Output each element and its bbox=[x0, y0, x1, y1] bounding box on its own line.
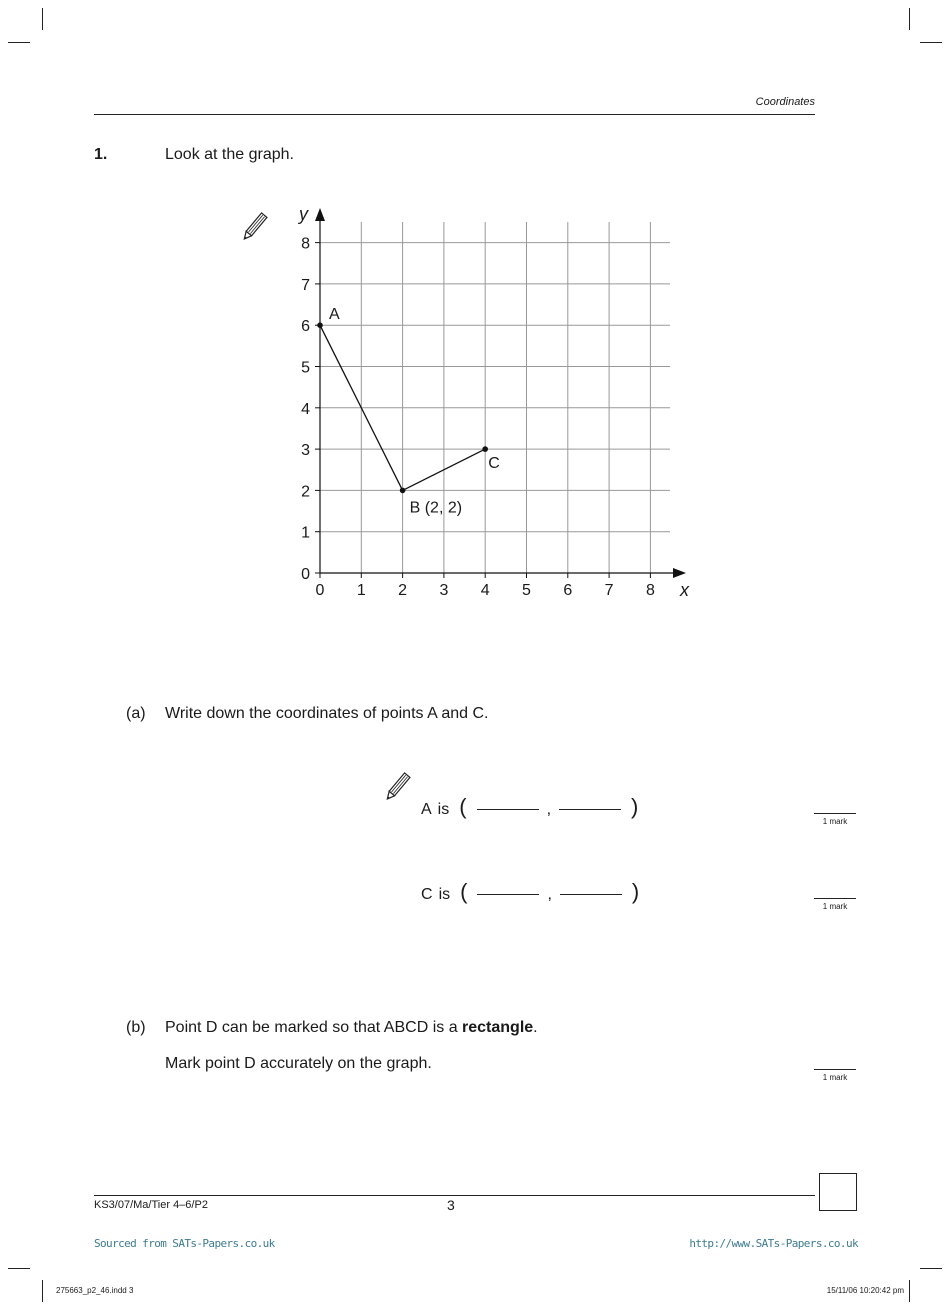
answer-point-label: C bbox=[421, 886, 433, 903]
answer-blank-x[interactable] bbox=[477, 893, 539, 895]
x-axis-label: x bbox=[680, 580, 689, 600]
x-tick-label: 3 bbox=[439, 582, 449, 599]
y-tick-label: 5 bbox=[301, 359, 310, 377]
point-label-c: C bbox=[488, 455, 500, 473]
source-credit: Sourced from SATs-Papers.co.uk bbox=[94, 1237, 275, 1250]
y-tick-label: 3 bbox=[301, 442, 310, 460]
crop-mark bbox=[8, 1268, 30, 1269]
open-paren: ( bbox=[459, 794, 467, 819]
x-tick-label: 5 bbox=[522, 582, 531, 599]
answer-blank-y[interactable] bbox=[560, 893, 622, 895]
answer-line-c bbox=[421, 879, 643, 905]
answer-point-label: A bbox=[421, 801, 432, 818]
y-axis-label: y bbox=[299, 204, 308, 224]
part-a-label: (a) bbox=[126, 705, 146, 722]
y-tick-label: 8 bbox=[301, 235, 310, 253]
part-b-label: (b) bbox=[126, 1019, 146, 1036]
answer-word: is bbox=[437, 801, 450, 818]
part-b-text-before: Point D can be marked so that ABCD is a bbox=[165, 1019, 463, 1036]
open-paren: ( bbox=[460, 879, 468, 904]
part-b-text-bold: rectangle bbox=[462, 1019, 534, 1036]
source-url[interactable]: http://www.SATs-Papers.co.uk bbox=[689, 1237, 858, 1250]
point-label-b: B (2, 2) bbox=[409, 499, 463, 517]
comma: , bbox=[547, 886, 552, 903]
mark-box: 1 mark bbox=[814, 813, 856, 826]
x-tick-label: 4 bbox=[480, 582, 490, 599]
pencil-icon bbox=[383, 770, 413, 804]
crop-mark bbox=[42, 1280, 43, 1302]
y-tick-label: 2 bbox=[301, 483, 310, 501]
y-tick-label: 1 bbox=[301, 524, 310, 542]
x-tick-label: 2 bbox=[398, 582, 408, 599]
print-slug-file: 275663_p2_46.indd 3 bbox=[56, 1286, 134, 1295]
x-tick-label: 8 bbox=[645, 582, 655, 599]
section-title: Coordinates bbox=[755, 96, 815, 108]
y-tick-label: 4 bbox=[301, 400, 310, 418]
mark-box: 1 mark bbox=[814, 1069, 856, 1082]
footer-rule bbox=[94, 1195, 815, 1196]
close-paren: ) bbox=[631, 879, 640, 904]
crop-mark bbox=[909, 1280, 910, 1302]
point-c bbox=[482, 446, 488, 452]
part-b-text-after: . bbox=[533, 1019, 538, 1036]
x-tick-label: 0 bbox=[315, 582, 325, 599]
coordinate-grid-chart bbox=[0, 0, 950, 650]
x-tick-label: 6 bbox=[563, 582, 573, 599]
answer-word: is bbox=[438, 886, 451, 903]
answer-blank-y[interactable] bbox=[559, 808, 621, 810]
x-tick-label: 7 bbox=[604, 582, 614, 599]
print-slug-date: 15/11/06 10:20:42 pm bbox=[826, 1286, 904, 1295]
part-b-text bbox=[165, 1019, 538, 1037]
point-b bbox=[400, 488, 406, 494]
x-tick-label: 1 bbox=[356, 582, 366, 599]
y-axis-arrow bbox=[315, 208, 325, 221]
close-paren: ) bbox=[631, 794, 639, 819]
point-a bbox=[317, 322, 323, 328]
question-number: 1. bbox=[94, 146, 108, 163]
y-tick-label: 6 bbox=[301, 318, 310, 336]
part-b-instruction: Mark point D accurately on the graph. bbox=[165, 1055, 432, 1072]
point-label-a: A bbox=[329, 306, 340, 324]
score-box[interactable] bbox=[819, 1173, 857, 1211]
y-tick-label: 7 bbox=[301, 276, 310, 294]
crop-mark bbox=[920, 1268, 942, 1269]
comma: , bbox=[546, 801, 552, 818]
page-number: 3 bbox=[447, 1197, 455, 1213]
part-a-text: Write down the coordinates of points A and C. bbox=[165, 705, 489, 722]
mark-box: 1 mark bbox=[814, 898, 856, 911]
x-axis-arrow bbox=[673, 568, 686, 578]
question-prompt: Look at the graph. bbox=[165, 146, 294, 163]
answer-blank-x[interactable] bbox=[477, 808, 539, 810]
answer-line-a bbox=[421, 794, 642, 820]
paper-code: KS3/07/Ma/Tier 4–6/P2 bbox=[94, 1199, 208, 1211]
y-tick-label: 0 bbox=[301, 566, 310, 583]
